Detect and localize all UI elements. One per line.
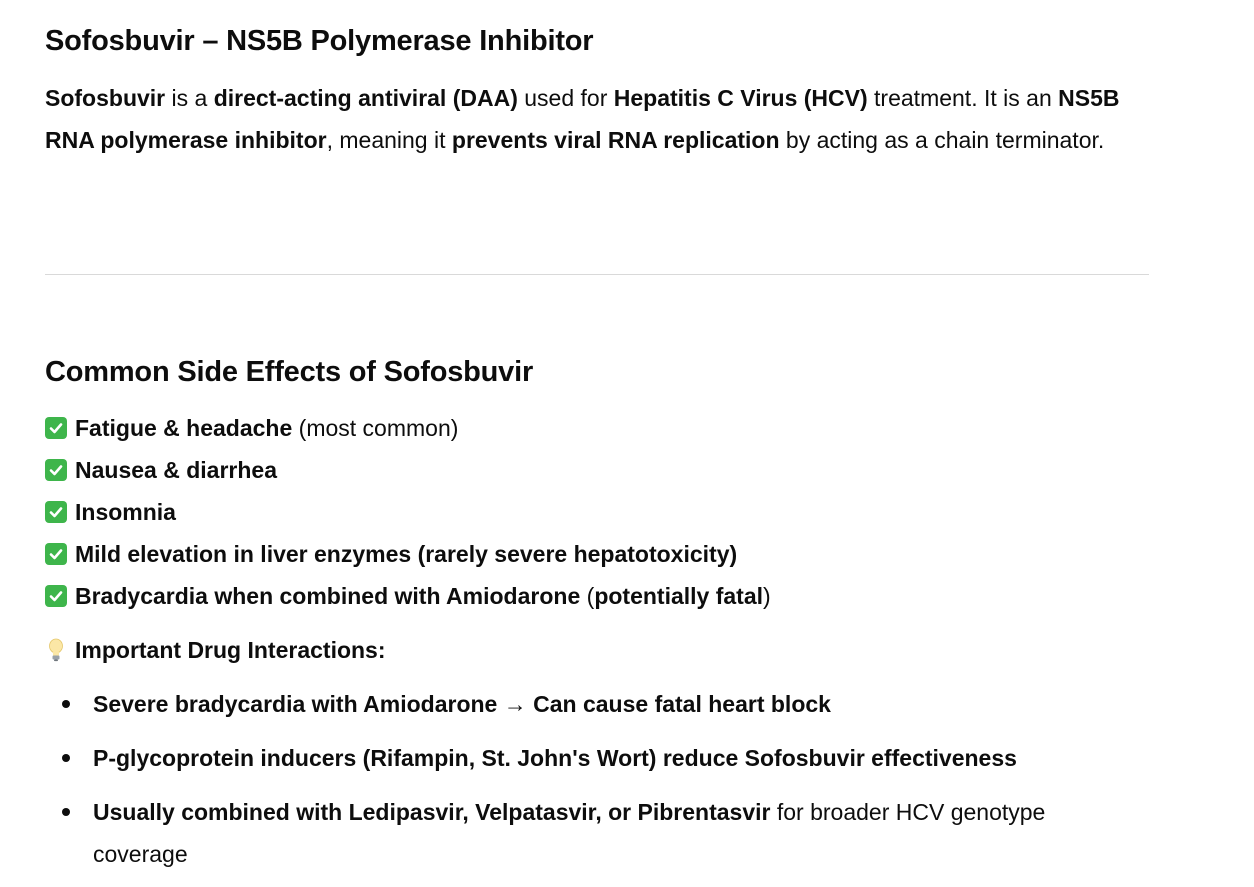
check-mark-icon xyxy=(45,543,67,565)
check-mark-icon xyxy=(45,459,67,481)
intro-bold-replication: prevents viral RNA replication xyxy=(451,127,780,153)
interaction-note: for broader HCV genotype coverage xyxy=(93,799,1046,867)
interaction-text: Severe bradycardia with Amiodarone → Can cause fatal heart block xyxy=(93,691,831,717)
list-item xyxy=(45,683,1125,725)
check-mark-icon xyxy=(45,501,67,523)
effect-note: ) xyxy=(763,583,771,609)
intro-paragraph xyxy=(45,77,1125,161)
intro-bold-hcv: Hepatitis C Virus (HCV) xyxy=(613,85,868,111)
section-heading-sofosbuvir: Sofosbuvir – NS5B Polymerase Inhibitor xyxy=(45,25,594,57)
effect-note: ( xyxy=(580,583,595,609)
list-item xyxy=(45,737,1125,779)
check-mark-icon xyxy=(45,417,67,439)
intro-bold-ns5b: NS5B RNA polymerase inhibitor xyxy=(45,85,1120,153)
intro-text: , meaning it xyxy=(326,127,452,153)
list-item xyxy=(45,791,1125,875)
effect-note: (most common) xyxy=(292,415,459,441)
list-item xyxy=(45,449,771,491)
effect-label: Mild elevation in liver enzymes (rarely severe hepatotoxicity) xyxy=(75,541,738,567)
horizontal-divider xyxy=(45,274,1149,275)
light-bulb-icon xyxy=(45,637,67,663)
interaction-text: P-glycoprotein inducers (Rifampin, St. John's Wort) reduce Sofosbuvir effectiveness xyxy=(93,745,1017,771)
list-item xyxy=(45,533,771,575)
intro-text: is a xyxy=(165,85,214,111)
effect-label: Fatigue & headache xyxy=(75,415,293,441)
check-mark-icon xyxy=(45,585,67,607)
section-heading-side-effects: Common Side Effects of Sofosbuvir xyxy=(45,356,534,388)
effect-warning: potentially fatal xyxy=(594,583,764,609)
intro-text: used for xyxy=(517,85,614,111)
list-item xyxy=(45,575,771,617)
list-item xyxy=(45,491,771,533)
effect-label: Insomnia xyxy=(75,499,176,525)
interaction-text: Usually combined with Ledipasvir, Velpatasvir, or Pibrentasvir xyxy=(93,799,771,825)
intro-text: by acting as a chain terminator. xyxy=(779,127,1105,153)
effect-label: Nausea & diarrhea xyxy=(75,457,277,483)
interactions-list xyxy=(45,683,1125,887)
intro-text: treatment. It is an xyxy=(867,85,1059,111)
list-item xyxy=(45,407,771,449)
effect-label: Bradycardia when combined with Amiodarone xyxy=(75,583,581,609)
intro-bold-drug: Sofosbuvir xyxy=(45,85,166,111)
interactions-heading xyxy=(45,629,386,671)
interactions-title: Important Drug Interactions: xyxy=(75,637,386,663)
side-effects-list xyxy=(45,407,771,617)
intro-bold-daa: direct-acting antiviral (DAA) xyxy=(213,85,518,111)
